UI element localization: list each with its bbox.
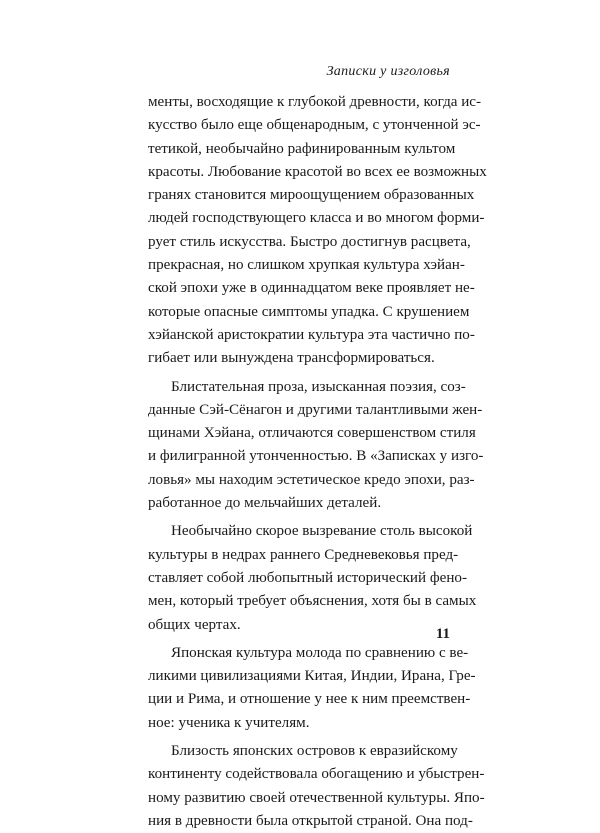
text-line: ловья» мы находим эстетическое кредо эпохи, раз- — [148, 471, 475, 488]
text-line: мен, который требует объяснения, хотя бы в самых — [148, 593, 477, 610]
text-line: культуры в недрах раннего Средневековья пред- — [148, 546, 459, 563]
text-line: ликими цивилизациями Китая, Индии, Ирана, Гре- — [148, 668, 476, 685]
text-line: данные Сэй-Сёнагон и другими талантливыми жен- — [148, 401, 483, 418]
text-line: кусство было еще общенародным, с утонченной эс- — [148, 117, 481, 134]
text-line: континенту содействовала обогащению и убыстрен- — [148, 766, 485, 783]
page-number: 11 — [435, 626, 450, 642]
paragraph — [148, 91, 487, 371]
text-line: работанное до мельчайших деталей. — [148, 495, 382, 512]
text-line: щинами Хэйана, отличаются совершенством стиля — [148, 425, 476, 442]
text-line: ному развитию своей отечественной культуры. Япо- — [148, 789, 485, 806]
text-line: гибает или вынуждена трансформироваться. — [148, 350, 435, 367]
running-header: Записки у изголовья — [326, 64, 450, 79]
text-line: гранях становится мироощущением образованных — [148, 187, 475, 204]
text-line: ции и Рима, и отношение у нее к ним преемствен- — [148, 691, 471, 708]
text-line: ния в древности была открытой страной. Она под- — [148, 812, 473, 829]
text-line: людей господствующего класса и во многом форми- — [148, 210, 485, 227]
text-line: Блистательная проза, изысканная поэзия, соз- — [171, 378, 466, 395]
text-line: Необычайно скорое вызревание столь высокой — [171, 523, 473, 540]
paragraph — [148, 642, 476, 735]
text-line: ской эпохи уже в одиннадцатом веке проявляет не- — [148, 280, 475, 297]
text-line: тетикой, необычайно рафинированным культом — [148, 140, 456, 157]
text-line: Близость японских островов к евразийскому — [171, 743, 458, 760]
paragraph — [148, 376, 484, 516]
paragraph — [148, 740, 485, 833]
text-line: Японская культура молода по сравнению с ве- — [171, 644, 469, 661]
paragraph — [148, 520, 477, 636]
text-line: и филигранной утонченностью. В «Записках у изго- — [148, 448, 484, 465]
text-line: красоты. Любование красотой во всех ее возможных — [148, 163, 487, 180]
text-line: менты, восходящие к глубокой древности, когда ис- — [148, 94, 482, 110]
text-line: общих чертах. — [148, 616, 241, 633]
text-line: которые опасные симптомы упадка. С крушением — [148, 303, 470, 320]
text-line: ное: ученика к учителям. — [148, 714, 310, 731]
text-line: хэйанской аристократии культура эта частично по- — [148, 326, 475, 343]
text-line: рует стиль искусства. Быстро достигнув расцвета, — [148, 233, 471, 250]
text-line: ставляет собой любопытный исторический фено- — [148, 569, 467, 586]
body-text — [148, 91, 487, 833]
text-line: прекрасная, но слишком хрупкая культура хэйан- — [148, 257, 465, 274]
